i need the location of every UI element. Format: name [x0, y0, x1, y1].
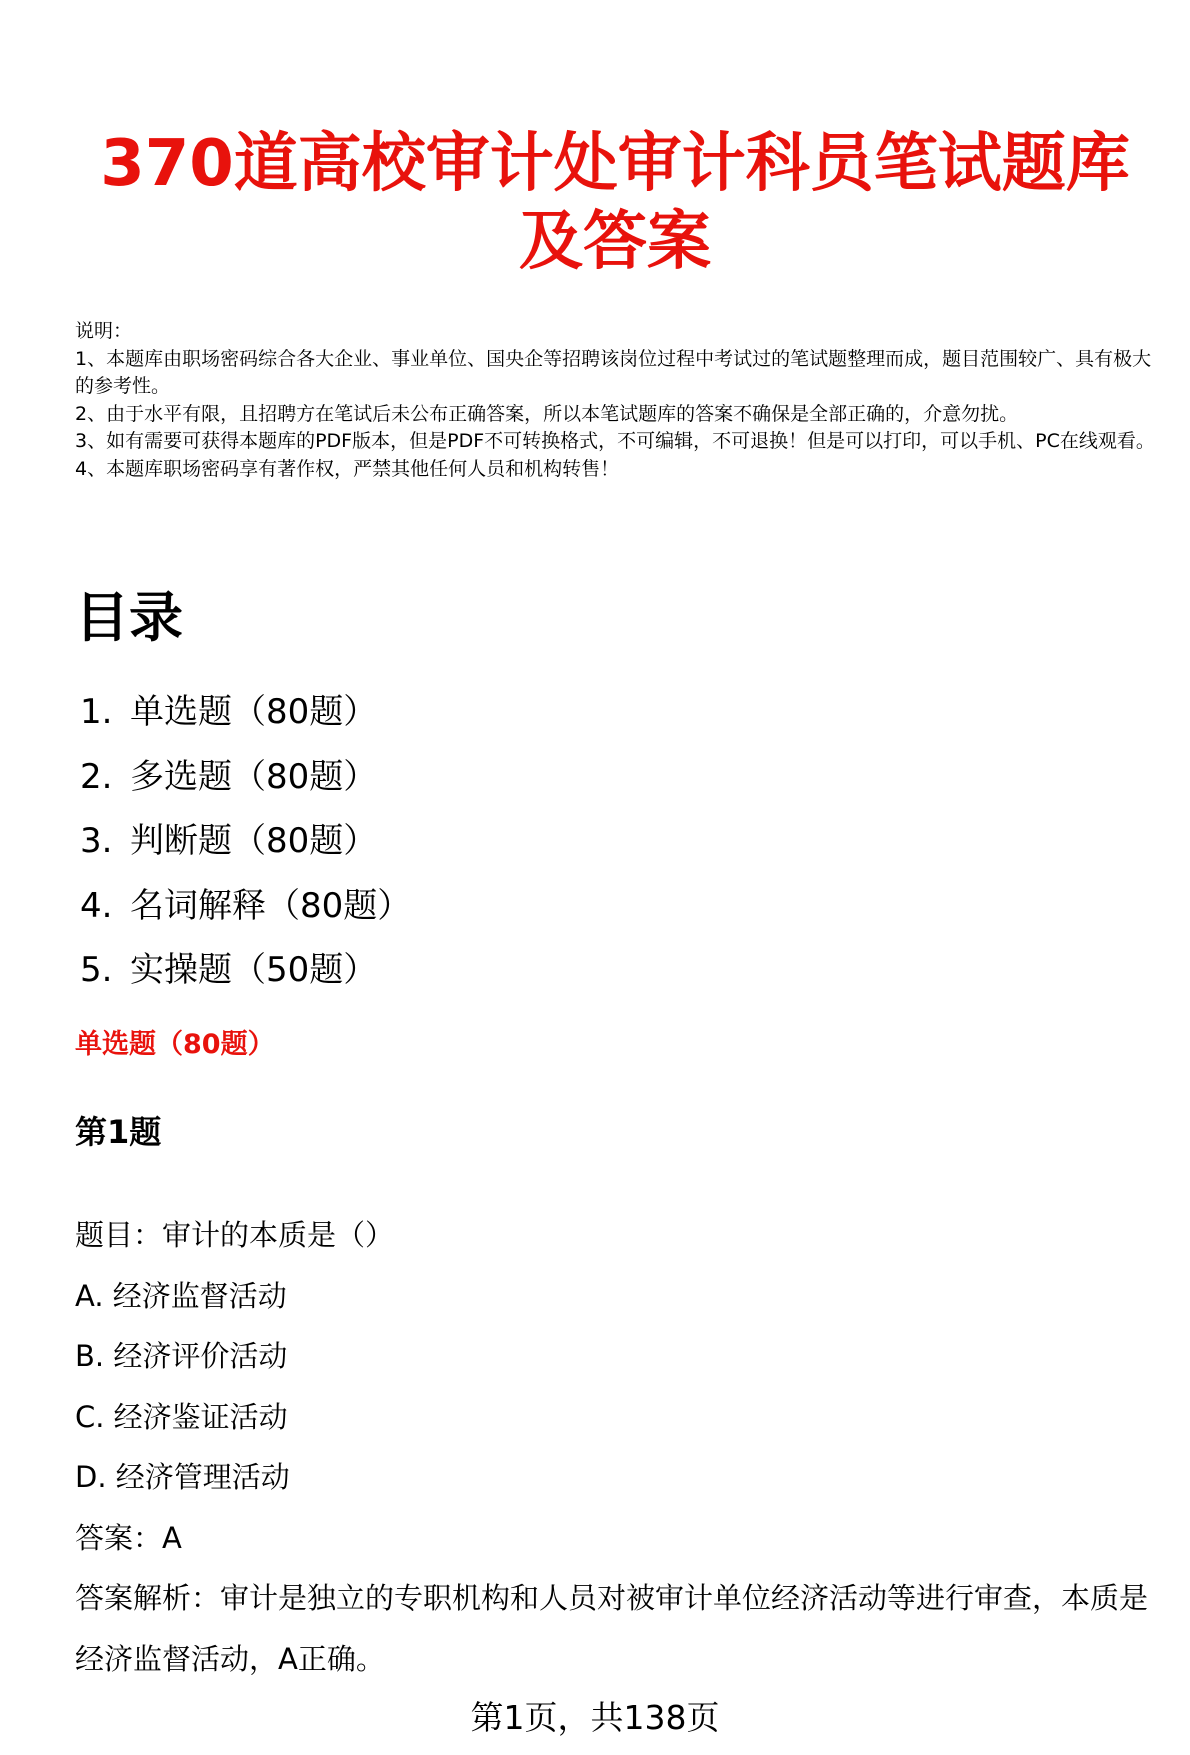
toc-item-label: 单选题（80题）: [130, 692, 378, 732]
document-title-line-1: 370道高校审计处审计科员笔试题库: [100, 127, 1130, 201]
question-option-d: D. 经济管理活动: [75, 1460, 290, 1494]
section-heading: 单选题（80题）: [75, 1029, 275, 1060]
question-answer: 答案：A: [75, 1520, 182, 1555]
toc-item[interactable]: [80, 745, 411, 810]
toc-item-number: 1.: [80, 692, 113, 732]
question-body: [75, 1205, 1165, 1689]
toc-item-label: 判断题（80题）: [130, 821, 378, 861]
question-heading: 第1题: [75, 1113, 162, 1151]
toc-item-number: 3.: [80, 821, 113, 861]
question-option-c: C. 经济鉴证活动: [75, 1399, 288, 1434]
question-analysis: 答案解析：审计是独立的专职机构和人员对被审计单位经济活动等进行审查，本质是经济监督活动，A正确。: [75, 1581, 1149, 1676]
instructions-block: [75, 318, 1155, 483]
toc-item-label: 实操题（50题）: [130, 950, 378, 990]
instruction-item-2: 2、由于水平有限，且招聘方在笔试后未公布正确答案，所以本笔试题库的答案不确保是全部正确的，介意勿扰。: [75, 402, 1019, 425]
question-option-a: A. 经济监督活动: [75, 1278, 287, 1313]
question-stem: 题目：审计的本质是（）: [75, 1218, 395, 1252]
toc-item[interactable]: [80, 680, 411, 745]
toc-item-number: 2.: [80, 756, 113, 797]
toc-item-label: 名词解释（80题）: [130, 885, 412, 926]
toc-item[interactable]: [80, 938, 411, 1003]
page-number-footer: 第1页，共138页: [470, 1698, 720, 1737]
document-title-line-2: 及答案: [519, 205, 711, 279]
table-of-contents: [80, 680, 411, 1003]
toc-item-label: 多选题（80题）: [130, 756, 378, 797]
toc-item[interactable]: [80, 809, 411, 874]
toc-heading: 目录: [75, 586, 183, 649]
instruction-item-1: 1、本题库由职场密码综合各大企业、事业单位、国央企等招聘该岗位过程中考试过的笔试题整理而成，题目范围较广、具有极大的参考性。: [75, 347, 1152, 397]
instruction-item-4: 4、本题库职场密码享有著作权，严禁其他任何人员和机构转售！: [75, 457, 620, 480]
toc-item-number: 4.: [80, 885, 113, 926]
question-option-b: B. 经济评价活动: [75, 1339, 288, 1373]
toc-item[interactable]: [80, 874, 411, 939]
toc-item-number: 5.: [80, 950, 113, 990]
instructions-heading: 说明：: [75, 320, 133, 342]
instruction-item-3: 3、如有需要可获得本题库的PDF版本，但是PDF不可转换格式，不可编辑，不可退换！但是可以打印，可以手机、PC在线观看。: [75, 430, 1155, 452]
